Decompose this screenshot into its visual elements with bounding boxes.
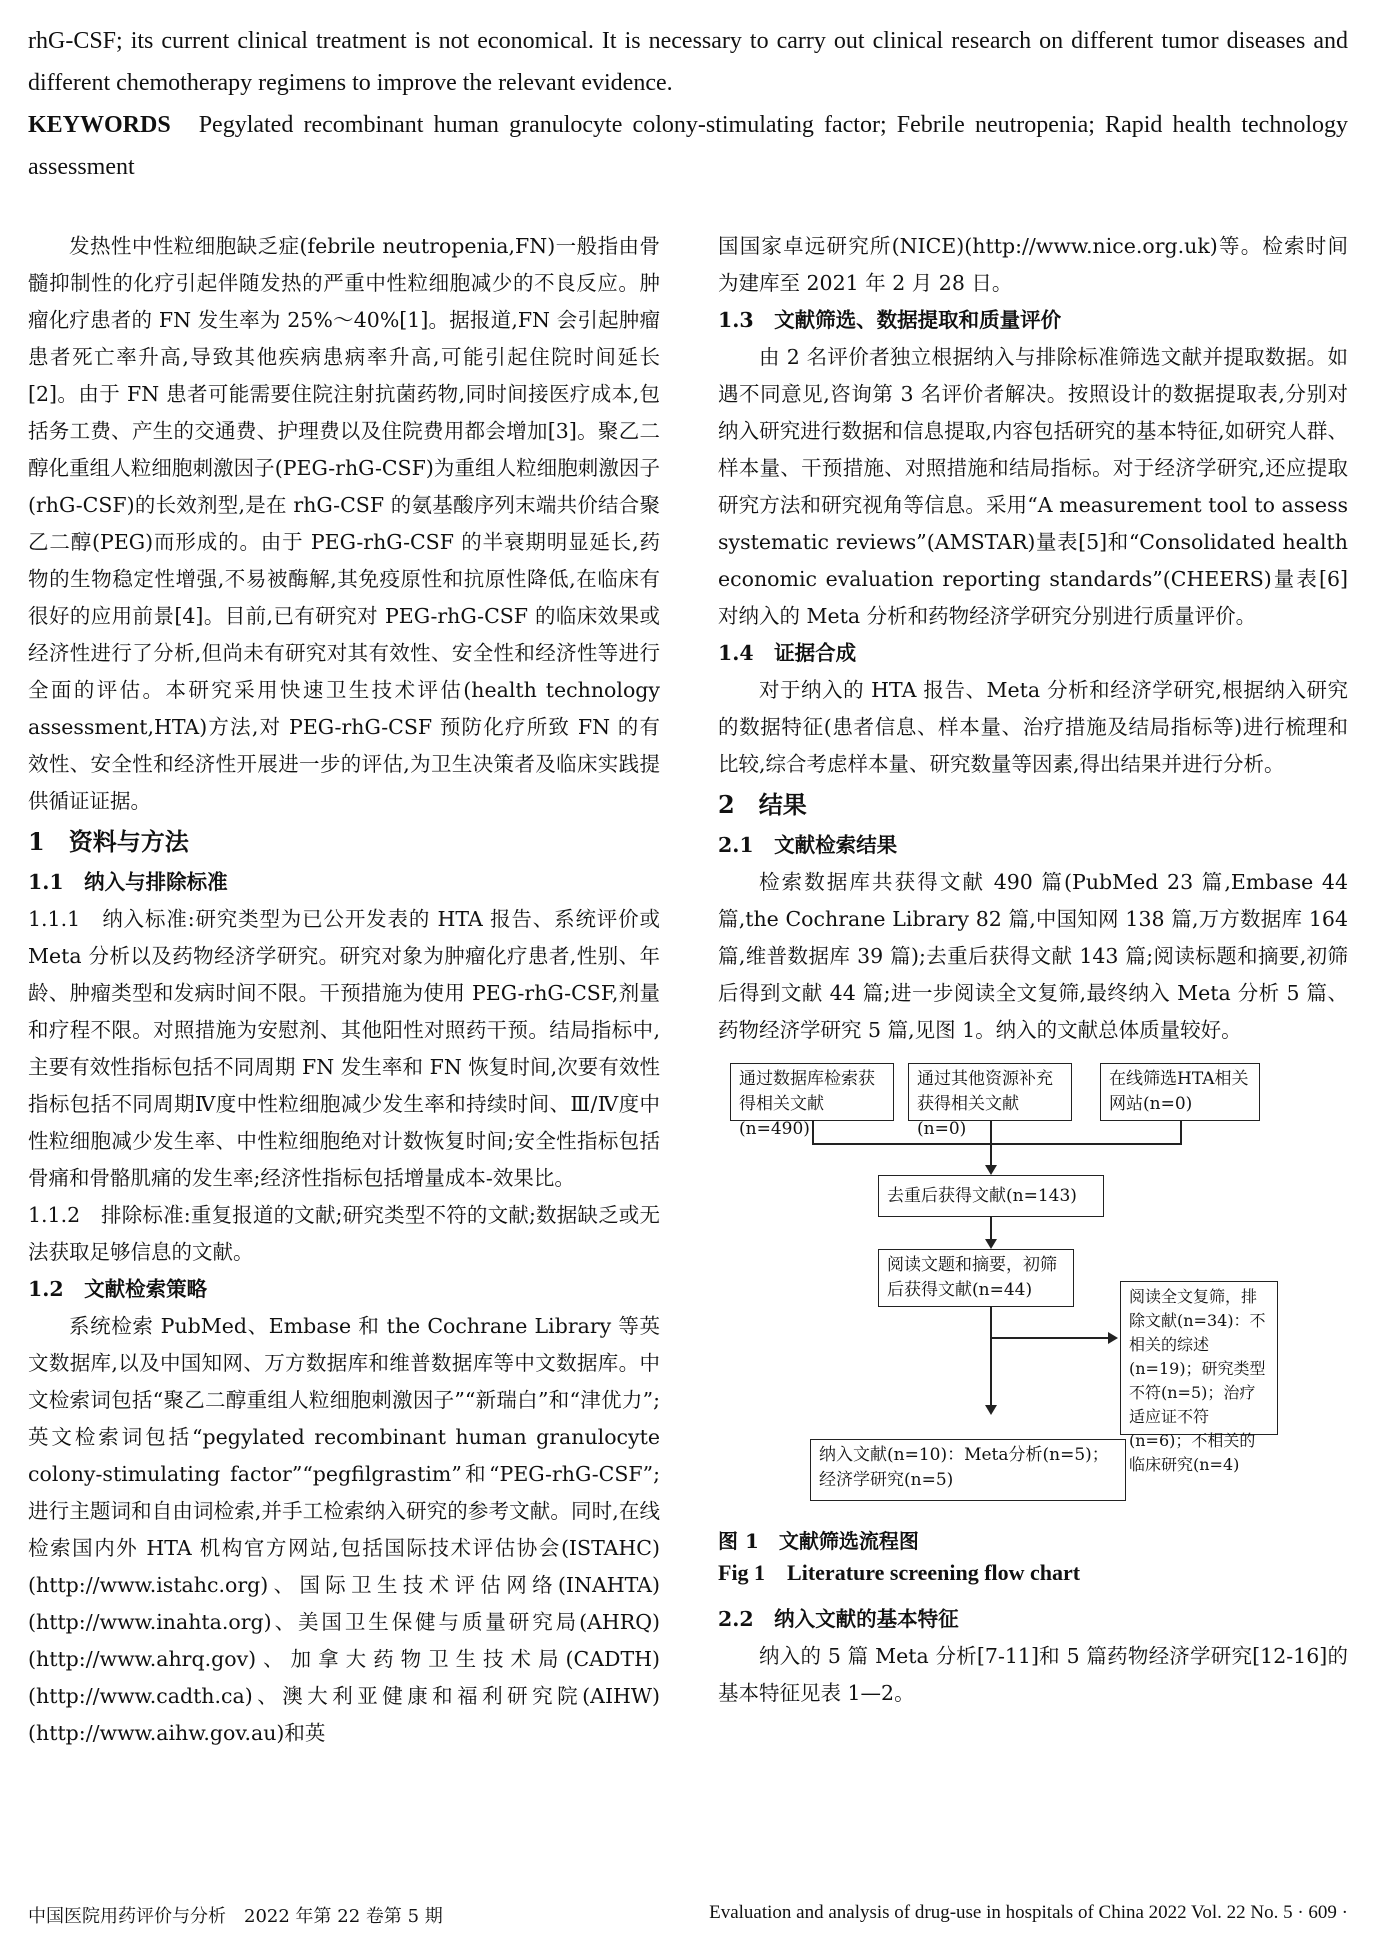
right-column: [718, 228, 1348, 1712]
subsection-heading-search: 1.2 文献检索策略: [28, 1277, 208, 1301]
keywords-line: [28, 104, 1348, 188]
flow-connector: [1180, 1121, 1182, 1143]
flow-box-hta-websites: 在线筛选HTA相关网站(n=0): [1100, 1063, 1260, 1121]
search-results-paragraph: 检索数据库共获得文献 490 篇(PubMed 23 篇,Embase 44 篇,the Cochrane Library 82 篇,中国知网 138 篇,万方数据库 164 篇,维普数据库 39 篇);去重后获得文献 143 篇;阅读标题和摘要,初筛后得到文献 44 篇;进一步阅读全文复筛,最终纳入 Meta 分析 5 篇、药物经济学研究 5 篇,见图 1。纳入的文献总体质量较好。: [718, 870, 1348, 1042]
intro-paragraph: 发热性中性粒细胞缺乏症(febrile neutropenia,FN)一般指由骨髓抑制性的化疗引起伴随发热的严重中性粒细胞减少的不良反应。肿瘤化疗患者的 FN 发生率为 25%～40%[1]。据报道,FN 会引起肿瘤患者死亡率升高,导致其他疾病患病率升高,可能引起住院时间延长[2]。由于 FN 患者可能需要住院注射抗菌药物,同时间接医疗成本,包括务工费、产生的交通费、护理费以及住院费用都会增加[3]。聚乙二醇化重组人粒细胞刺激因子(PEG-rhG-CSF)为重组人粒细胞刺激因子(rhG-CSF)的长效剂型,是在 rhG-CSF 的氨基酸序列末端共价结合聚乙二醇(PEG)而形成的。由于 PEG-rhG-CSF 的半衰期明显延长,药物的生物稳定性增强,不易被酶解,其免疫原性和抗原性降低,在临床有很好的应用前景[4]。目前,已有研究对 PEG-rhG-CSF 的临床效果或经济性进行了分析,但尚未有研究对其有效性、安全性和经济性等进行全面的评估。本研究采用快速卫生技术评估(health technology assessment,HTA)方法,对 PEG-rhG-CSF 预防化疗所致 FN 的有效性、安全性和经济性开展进一步的评估,为卫生决策者及临床实践提供循证证据。: [28, 234, 660, 813]
screening-paragraph: 由 2 名评价者独立根据纳入与排除标准筛选文献并提取数据。如遇不同意见,咨询第 3 名评价者解决。按照设计的数据提取表,分别对纳入研究进行数据和信息提取,内容包括研究的基本特征,如研究人群、样本量、干预措施、对照措施和结局指标。对于经济学研究,还应提取研究方法和研究视角等信息。采用“A measurement tool to assess systematic reviews”(AMSTAR)量表[5]和“Consolidated health economic evaluation reporting standards”(CHEERS)量表[6]对纳入的 Meta 分析和药物经济学研究分别进行质量评价。: [718, 345, 1348, 628]
flow-connector: [990, 1307, 992, 1407]
subsection-heading-criteria: 1.1 纳入与排除标准: [28, 870, 228, 894]
footer-journal-en: Evaluation and analysis of drug-use in hospitals of China 2022 Vol. 22 No. 5 · 609 ·: [709, 1902, 1348, 1923]
inclusion-criteria-paragraph: 1.1.1 纳入标准:研究类型为已公开发表的 HTA 报告、系统评价或 Meta 分析以及药物经济学研究。研究对象为肿瘤化疗患者,性别、年龄、肿瘤类型和发病时间不限。干预措施为使用 PEG-rhG-CSF,剂量和疗程不限。对照措施为安慰剂、其他阳性对照药干预。结局指标中,主要有效性指标包括不同周期 FN 发生率和 FN 恢复时间,次要有效性指标包括不同周期Ⅳ度中性粒细胞减少发生率和持续时间、Ⅲ/Ⅳ度中性粒细胞减少发生率、中性粒细胞绝对计数恢复时间;安全性指标包括骨痛和骨骼肌痛的发生率;经济性指标包括增量成本-效果比。: [28, 907, 660, 1190]
subsection-heading-synthesis: 1.4 证据合成: [718, 641, 857, 665]
flow-box-deduplicated: 去重后获得文献(n=143): [878, 1175, 1104, 1217]
section-heading-results: 2 结果: [718, 790, 807, 819]
subsection-heading-search-results: 2.1 文献检索结果: [718, 833, 898, 857]
flow-arrow: [985, 1405, 997, 1415]
synthesis-paragraph: 对于纳入的 HTA 报告、Meta 分析和经济学研究,根据纳入研究的数据特征(患者信息、样本量、治疗措施及结局指标等)进行梳理和比较,综合考虑样本量、研究数量等因素,得出结果并进行分析。: [718, 678, 1348, 776]
flow-connector: [990, 1337, 1110, 1339]
figure-caption-cn: 图 1 文献筛选流程图: [718, 1529, 919, 1553]
flow-connector: [812, 1121, 814, 1143]
figure-caption-en: Fig 1 Literature screening flow chart: [718, 1560, 1081, 1585]
left-column: [28, 228, 660, 1752]
flow-box-other-sources: 通过其他资源补充获得相关文献(n=0): [908, 1063, 1072, 1121]
subsection-heading-screening: 1.3 文献筛选、数据提取和质量评价: [718, 308, 1062, 332]
flow-box-included: 纳入文献(n=10)：Meta分析(n=5)；经济学研究(n=5): [810, 1439, 1126, 1501]
footer-journal-cn: 中国医院用药评价与分析 2022 年第 22 卷第 5 期: [28, 1906, 443, 1927]
flow-connector: [990, 1143, 992, 1167]
flow-chart-figure: [718, 1055, 1348, 1525]
keywords-label: KEYWORDS: [28, 112, 171, 138]
search-strategy-paragraph: 系统检索 PubMed、Embase 和 the Cochrane Library 等英文数据库,以及中国知网、万方数据库和维普数据库等中文数据库。中文检索词包括“聚乙二醇重组人粒细胞刺激因子”“新瑞白”和“津优力”;英文检索词包括“pegylated recombinant human granulocyte colony-stimulating factor”“pegfilgrastim”和“PEG-rhG-CSF”;进行主题词和自由词检索,并手工检索纳入研究的参考文献。同时,在线检索国内外 HTA 机构官方网站,包括国际技术评估协会(ISTAHC)(http://www.istahc.org)、国际卫生技术评估网络(INAHTA)(http://www.inahta.org)、美国卫生保健与质量研究局(AHRQ)(http://www.ahrq.gov)、加拿大药物卫生技术局(CADTH)(http://www.cadth.ca)、澳大利亚健康和福利研究院(AIHW)(http://www.aihw.gov.au)和英: [28, 1314, 660, 1745]
abstract-text: rhG-CSF; its current clinical treatment is not economical. It is necessary to carry out clinical research on different tumor diseases and different chemotherapy regimens to improve the relevant evidence.: [28, 28, 1348, 96]
flow-connector: [990, 1121, 992, 1143]
section-heading-methods: 1 资料与方法: [28, 827, 189, 856]
exclusion-criteria-paragraph: 1.1.2 排除标准:重复报道的文献;研究类型不符的文献;数据缺乏或无法获取足够信息的文献。: [28, 1203, 660, 1264]
abstract-tail-section: [28, 20, 1348, 188]
search-strategy-continued: 国国家卓远研究所(NICE)(http://www.nice.org.uk)等。检索时间为建库至 2021 年 2 月 28 日。: [718, 234, 1348, 295]
keywords-text: Pegylated recombinant human granulocyte colony-stimulating factor; Febrile neutropenia; Rapid health technology assessment: [28, 112, 1348, 180]
flow-box-title-abstract: 阅读文题和摘要，初筛后获得文献(n=44): [878, 1249, 1074, 1307]
flow-arrow: [985, 1165, 997, 1175]
flow-arrow: [1108, 1332, 1118, 1344]
flow-connector: [812, 1143, 1182, 1145]
subsection-heading-characteristics: 2.2 纳入文献的基本特征: [718, 1607, 959, 1631]
flow-box-database: 通过数据库检索获得相关文献(n=490): [730, 1063, 894, 1121]
flow-box-excluded: 阅读全文复筛，排除文献(n=34)：不相关的综述(n=19)；研究类型不符(n=5)；治疗适应证不符(n=6)；不相关的临床研究(n=4): [1120, 1281, 1278, 1435]
characteristics-paragraph: 纳入的 5 篇 Meta 分析[7-11]和 5 篇药物经济学研究[12-16]的基本特征见表 1—2。: [718, 1644, 1348, 1705]
flow-arrow: [985, 1239, 997, 1249]
flow-connector: [990, 1217, 992, 1241]
